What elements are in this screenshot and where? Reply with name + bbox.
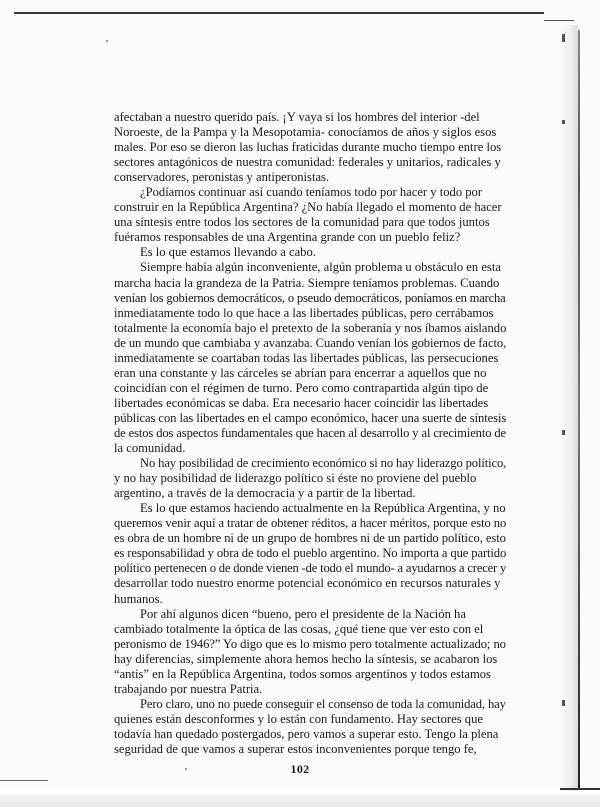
scan-speck: [562, 120, 565, 124]
paragraph: [114, 456, 506, 501]
text-line: conservadores, peronistas y antiperonistas.: [114, 170, 330, 185]
text-line: construir en la República Argentina? ¿No había llegado el momento de hacer: [114, 200, 502, 215]
paragraph: [114, 245, 506, 260]
text-line: quienes están desconformes y lo están con fundamento. Hay sectores que: [114, 711, 483, 726]
text-line: eran una constante y las cárceles se abrían para encerrar a aquellos que no: [114, 365, 487, 380]
text-line: inmediatamente se coartaban todas las libertades públicas, las persecuciones: [114, 350, 499, 365]
text-line: seguridad de que vamos a superar estos inconvenientes porque tengo fe,: [114, 741, 477, 756]
text-line: argentino, a través de la democracia y a partir de la libertad.: [114, 486, 416, 501]
text-line: males. Por eso se dieron las luchas fraticidas durante mucho tiempo entre los: [114, 140, 502, 155]
paragraph: [114, 260, 506, 456]
text-line: y no hay posibilidad de liderazgo político si éste no proviene del pueblo: [114, 471, 477, 486]
body-text: [114, 110, 506, 757]
page-number: 102: [290, 762, 310, 776]
text-line: inmediatamente todo lo que hace a las libertades públicas, pero cerrábamos: [114, 305, 494, 320]
text-line: todavía han quedado postergados, pero vamos a superar esto. Tengo la plena: [114, 726, 499, 741]
text-line: cambiado totalmente la óptica de las cosas, ¿qué tiene que ver esto con el: [114, 621, 484, 636]
text-line: desarrollar todo nuestro enorme potencial económico en recursos naturales y: [114, 576, 501, 591]
text-line: humanos.: [114, 591, 163, 606]
text-line: político pertenecen o de donde vienen -de todo el mundo- a ayudarnos a crecer y: [114, 561, 507, 576]
scan-dust: [106, 40, 108, 42]
text-line: queremos venir aquí a tratar de obtener réditos, a hacer méritos, porque esto no: [114, 516, 507, 531]
text-line: trabajando por nuestra Patria.: [114, 681, 263, 696]
text-line: libertades económicas se daba. Era necesario hacer coincidir las libertades: [114, 395, 489, 410]
text-line: es obra de un hombre ni de un grupo de hombres ni de un partido político, esto: [114, 531, 506, 546]
scan-speck: [562, 34, 565, 42]
scan-speck: [562, 700, 565, 706]
text-line: hay diferencias, simplemente ahora hemos hecho la síntesis, se acabaron los: [114, 651, 498, 666]
text-line: públicas con las libertades en el campo económico, hacer una suerte de síntesis: [114, 410, 507, 425]
text-line: Por ahí algunos dicen “bueno, pero el presidente de la Nación ha: [140, 606, 466, 621]
text-line: No hay posibilidad de crecimiento económico si no hay liderazgo político,: [140, 456, 507, 471]
text-line: coincidían con el régimen de turno. Pero como contrapartida algún tipo de: [114, 380, 489, 395]
text-line: ¿Podíamos continuar así cuando teníamos todo por hacer y todo por: [140, 185, 483, 200]
text-line: Es lo que estamos llevando a cabo.: [140, 245, 316, 260]
text-line: una síntesis entre todos los sectores de la comunidad para que todos juntos: [114, 215, 490, 230]
text-line: sectores antagónicos de nuestra comunidad: federales y unitarios, radicales y: [114, 155, 501, 170]
scan-bottom-mark: [560, 788, 600, 790]
scan-top-edge: [14, 12, 544, 14]
text-line: venían los gobiernos democráticos, o pseudo democráticos, poníamos en marcha: [114, 290, 506, 305]
text-line: Siempre había algún inconveniente, algún problema u obstáculo en esta: [140, 260, 501, 275]
text-line: Es lo que estamos haciendo actualmente en la República Argentina, y no: [140, 501, 506, 516]
text-line: afectaban a nuestro querido país. ¡Y vaya si los hombres del interior -del: [114, 110, 480, 124]
text-line: “antis” en la República Argentina, todos somos argentinos y todos estamos: [114, 666, 491, 681]
scan-right-edge: [578, 30, 580, 790]
paragraph: [114, 110, 506, 185]
text-line: totalmente la economía bajo el pretexto de la soberanía y nos íbamos aislando: [114, 320, 507, 335]
paragraph: [114, 185, 506, 245]
text-line: peronismo de 1946?” Yo digo que es lo mismo pero totalmente actualizado; no: [114, 636, 506, 651]
scan-top-edge-mark: [544, 20, 574, 21]
text-line: la comunidad.: [114, 441, 186, 456]
paragraph: [114, 607, 506, 697]
text-line: Pero claro, uno no puede conseguir el consenso de toda la comunidad, hay: [140, 696, 506, 711]
text-line: de estos dos aspectos fundamentales que hacen al desarrollo y al crecimiento de: [114, 425, 507, 440]
text-line: Noroeste, de la Pampa y la Mesopotamia- conocíamos de años y siglos esos: [114, 125, 497, 140]
scan-right-shadow: [560, 25, 578, 795]
text-line: fuéramos responsables de una Argentina grande con un pueblo feliz?: [114, 230, 461, 245]
paragraph: [114, 501, 506, 606]
text-line: es responsabilidad y obra de todo el pueblo argentino. No importa a que partido: [114, 546, 507, 561]
paragraph: [114, 697, 506, 757]
scan-speck: [562, 430, 565, 435]
text-line: marcha hacia la grandeza de la Patria. Siempre teníamos problemas. Cuando: [114, 275, 500, 290]
text-line: de un mundo que cambiaba y avanzaba. Cuando venían los gobiernos de facto,: [114, 335, 507, 350]
scan-bottom-edge: [0, 791, 600, 807]
scan-bottom-mark: [0, 780, 48, 781]
